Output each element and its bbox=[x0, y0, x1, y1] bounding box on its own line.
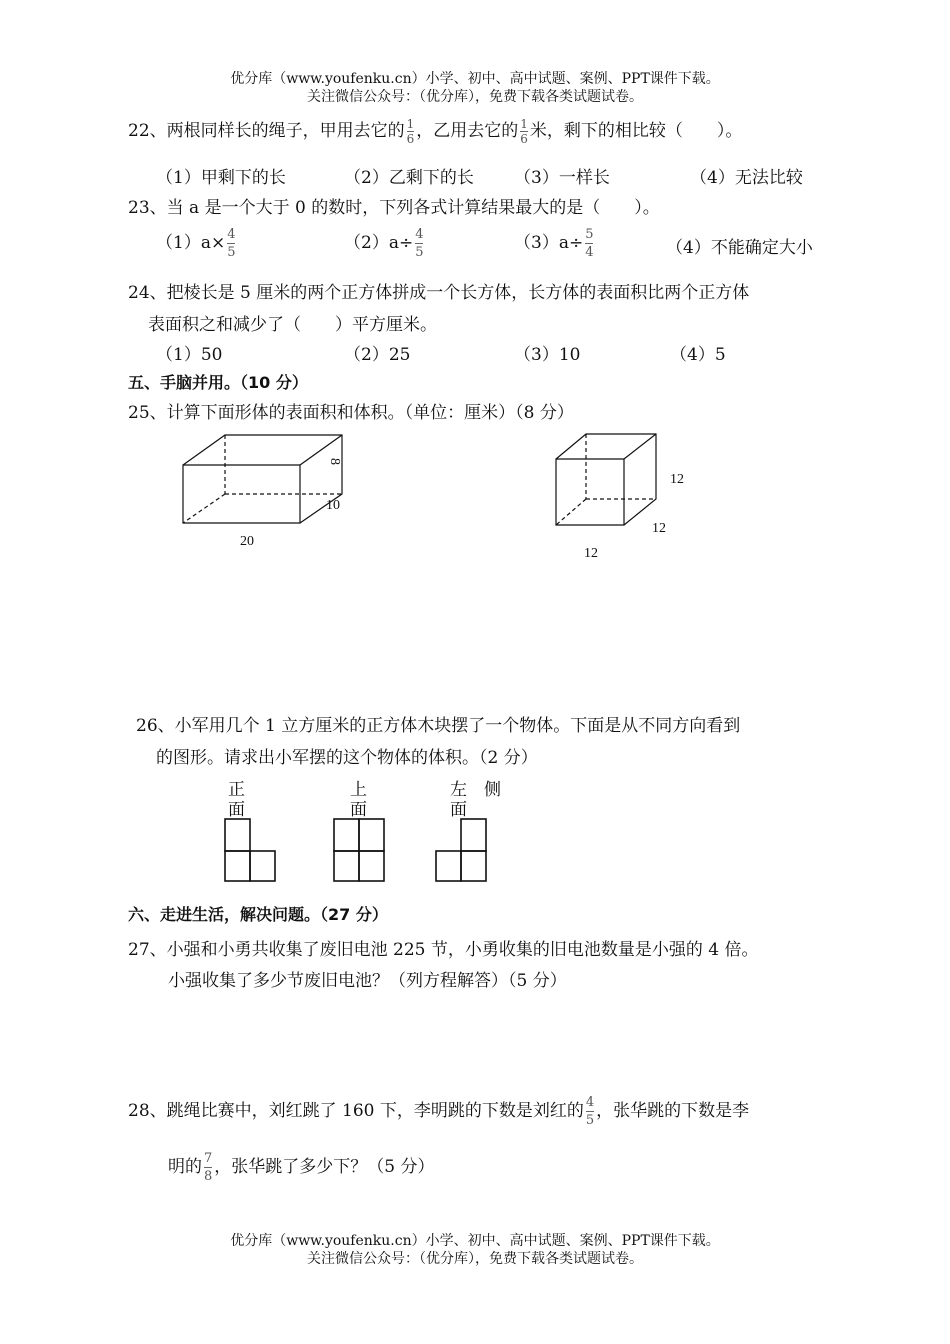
question-26-line-1: 26、小军用几个 1 立方厘米的正方体木块摆了一个物体。下面是从不同方向看到 bbox=[136, 716, 741, 736]
q24-option-3: （3）10 bbox=[514, 345, 581, 365]
q22-fraction-2: $\frac{1}{6}$ bbox=[520, 117, 528, 146]
q24-option-4: （4）5 bbox=[670, 345, 726, 365]
q22-fraction-1: $\frac{1}{6}$ bbox=[406, 117, 415, 146]
q23-option-4: （4）不能确定大小 bbox=[666, 238, 813, 258]
question-24-line-1: 24、把棱长是 5 厘米的两个正方体拼成一个长方体，长方体的表面积比两个正方体 bbox=[128, 283, 750, 303]
cube-figure bbox=[550, 432, 670, 532]
q22-option-1: （1）甲剩下的长 bbox=[156, 168, 286, 188]
question-27-line-1: 27、小强和小勇共收集了废旧电池 225 节，小勇收集的旧电池数量是小强的 4 倍。 bbox=[128, 940, 759, 960]
question-25: 25、计算下面形体的表面积和体积。（单位：厘米）（8 分） bbox=[128, 403, 574, 423]
header-line-1: 优分库（www.youfenku.cn）小学、初中、高中试题、案例、PPT课件下载。 bbox=[230, 71, 720, 87]
cube-length-label: 12 bbox=[584, 546, 598, 561]
question-24-line-2: 表面积之和减少了（ ）平方厘米。 bbox=[148, 315, 437, 335]
q22-option-2: （2）乙剩下的长 bbox=[344, 168, 474, 188]
q22-option-4: （4）无法比较 bbox=[690, 168, 803, 188]
section-6-title: 六、走进生活，解决问题。（27 分） bbox=[128, 905, 388, 924]
q23-option-1: （1）a× $\frac{4}{5}$ bbox=[156, 227, 236, 260]
question-28-line-2: 明的 $\frac{7}{8}$ ，张华跳了多少下？（5 分） bbox=[168, 1151, 435, 1184]
footer-line-2: 关注微信公众号：（优分库），免费下载各类试题试卷。 bbox=[307, 1251, 643, 1267]
front-view-label: 正面 bbox=[228, 780, 245, 820]
question-28-line-1: 28、跳绳比赛中，刘红跳了 160 下，李明跳的下数是刘红的 $\frac{4}{5}$ ，张华跳的下数是李 bbox=[128, 1095, 750, 1128]
cuboid-length-label: 20 bbox=[240, 534, 254, 549]
cuboid-height-label: 8 bbox=[327, 458, 342, 465]
cuboid-width-label: 10 bbox=[326, 498, 340, 513]
cuboid-figure bbox=[175, 430, 375, 540]
question-23: 23、当 a 是一个大于 0 的数时，下列各式计算结果最大的是（ ）。 bbox=[128, 198, 660, 218]
question-27-line-2: 小强收集了多少节废旧电池？（列方程解答）（5 分） bbox=[168, 971, 567, 991]
q22-option-3: （3）一样长 bbox=[514, 168, 610, 188]
cube-height-label: 12 bbox=[670, 472, 684, 487]
q22-text-3: 米，剩下的相比较（ ）。 bbox=[529, 121, 743, 141]
q23-option-2: （2）a÷ $\frac{4}{5}$ bbox=[344, 227, 424, 260]
top-view-label: 上面 bbox=[350, 780, 367, 820]
q22-text-1: 22、两根同样长的绳子，甲用去它的 bbox=[128, 121, 405, 141]
q22-text-2: ，乙用去它的 bbox=[416, 121, 519, 141]
left-view-label: 左 侧面 bbox=[450, 780, 501, 820]
q24-option-2: （2）25 bbox=[344, 345, 411, 365]
front-view-grid bbox=[222, 817, 282, 887]
q23-option-3: （3）a÷ $\frac{5}{4}$ bbox=[514, 227, 594, 260]
top-view-grid bbox=[332, 817, 392, 887]
header-line-2: 关注微信公众号：（优分库），免费下载各类试题试卷。 bbox=[307, 89, 643, 105]
question-26-line-2: 的图形。请求出小军摆的这个物体的体积。（2 分） bbox=[156, 748, 538, 768]
q24-option-1: （1）50 bbox=[156, 345, 223, 365]
section-5-title: 五、手脑并用。（10 分） bbox=[128, 373, 308, 392]
footer-line-1: 优分库（www.youfenku.cn）小学、初中、高中试题、案例、PPT课件下载。 bbox=[230, 1233, 720, 1249]
cube-width-label: 12 bbox=[652, 521, 666, 536]
question-22 bbox=[128, 116, 742, 146]
left-view-grid bbox=[434, 817, 494, 887]
